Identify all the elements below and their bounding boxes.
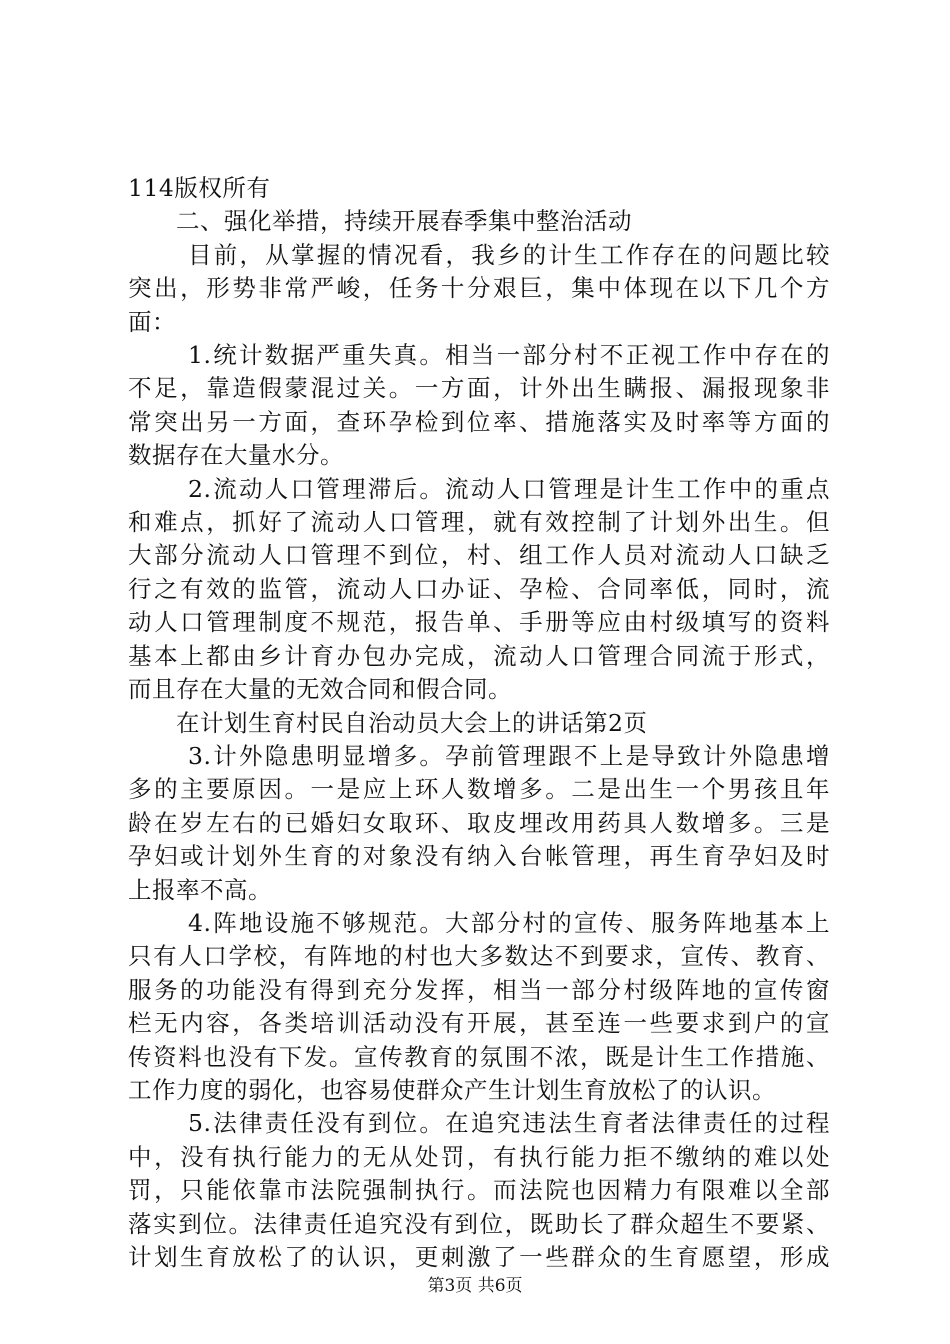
- paragraph-line: 计划生育放松了的认识，更刺激了一些群众的生育愿望，形成: [128, 1243, 830, 1271]
- paragraph-line: 3.计外隐患明显增多。孕前管理跟不上是导致计外隐患增: [188, 741, 830, 770]
- paragraph-item-4: [128, 907, 830, 1107]
- page-number-label: 第3页 共6页: [427, 1276, 523, 1296]
- header-line: 114版权所有: [128, 174, 271, 202]
- page-footer: [0, 1271, 950, 1296]
- paragraph-line: 落实到位。法律责任追究没有到位，既助长了群众超生不要紧、: [128, 1209, 830, 1238]
- paragraph-title-note: [128, 707, 830, 740]
- paragraph-item-5: [128, 1107, 830, 1274]
- paragraph-line: 1.统计数据严重失真。相当一部分村不正视工作中存在的: [188, 341, 830, 370]
- paragraph-line: 在计划生育村民自治动员大会上的讲话第2页: [176, 708, 648, 737]
- paragraph-line: 5.法律责任没有到位。在追究违法生育者法律责任的过程: [188, 1109, 830, 1138]
- paragraph-line: 目前，从掌握的情况看，我乡的计生工作存在的问题比较: [188, 240, 830, 269]
- paragraph-line: 只有人口学校，有阵地的村也大多数达不到要求，宣传、教育、: [128, 942, 830, 971]
- paragraph-line: 罚，只能依靠市法院强制执行。而法院也因精力有限难以全部: [128, 1176, 830, 1205]
- paragraph-line: 工作力度的弱化，也容易使群众产生计划生育放松了的认识。: [128, 1075, 776, 1104]
- document-body: [128, 172, 830, 1274]
- paragraph-line: 2.流动人口管理滞后。流动人口管理是计生工作中的重点: [188, 474, 830, 503]
- paragraph-line: 行之有效的监管，流动人口办证、孕检、合同率低，同时，流: [128, 574, 830, 603]
- paragraph-line: 龄在岁左右的已婚妇女取环、取皮埋改用药具人数增多。三是: [128, 808, 830, 837]
- paragraph-line: 传资料也没有下发。宣传教育的氛围不浓，既是计生工作措施、: [128, 1042, 830, 1071]
- paragraph-line: 孕妇或计划外生育的对象没有纳入台帐管理，再生育孕妇及时: [128, 842, 830, 871]
- paragraph-line: 服务的功能没有得到充分发挥，相当一部分村级阵地的宣传窗: [128, 975, 830, 1004]
- paragraph-line: 突出，形势非常严峻，任务十分艰巨，集中体现在以下几个方: [128, 274, 830, 303]
- paragraph-item-1: [128, 339, 830, 473]
- paragraph-line: 基本上都由乡计育办包办完成，流动人口管理合同流于形式，: [128, 641, 830, 670]
- paragraph-line: 常突出另一方面，查环孕检到位率、措施落实及时率等方面的: [128, 407, 830, 436]
- paragraph-item-2: [128, 473, 830, 707]
- paragraph-line: 4.阵地设施不够规范。大部分村的宣传、服务阵地基本上: [188, 908, 830, 937]
- paragraph-line: 大部分流动人口管理不到位，村、组工作人员对流动人口缺乏: [128, 541, 830, 570]
- paragraph-line: 不足，靠造假蒙混过关。一方面，计外出生瞒报、漏报现象非: [128, 374, 830, 403]
- paragraph-line: 和难点，抓好了流动人口管理，就有效控制了计划外出生。但: [128, 508, 830, 537]
- section-heading: 二、强化举措，持续开展春季集中整治活动: [176, 207, 632, 236]
- paragraph-line: 而且存在大量的无效合同和假合同。: [128, 675, 512, 704]
- paragraph-line: 上报率不高。: [128, 875, 272, 904]
- paragraph-line: 面：: [128, 307, 176, 336]
- paragraph-item-3: [128, 740, 830, 907]
- paragraph-intro: [128, 239, 830, 339]
- paragraph-line: 数据存在大量水分。: [128, 441, 344, 470]
- paragraph-line: 中，没有执行能力的无从处罚，有执行能力拒不缴纳的难以处: [128, 1142, 830, 1171]
- paragraph-line: 动人口管理制度不规范，报告单、手册等应由村级填写的资料: [128, 608, 830, 637]
- paragraph-line: 栏无内容，各类培训活动没有开展，甚至连一些要求到户的宣: [128, 1009, 830, 1038]
- paragraph-line: 多的主要原因。一是应上环人数增多。二是出生一个男孩且年: [128, 775, 830, 804]
